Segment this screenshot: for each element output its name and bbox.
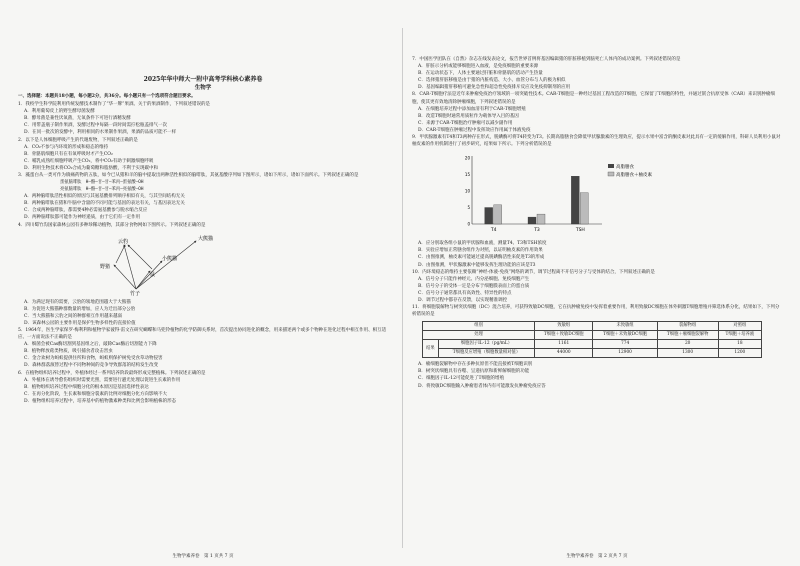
table-header: 对照组: [718, 322, 761, 331]
subject-title: 生物学: [194, 85, 212, 91]
question-line: 6．在植物组织培养过程中，外植体经过一系列培养阶段最终形成完整植株。下列叙述正确的是: [18, 370, 206, 376]
option-line: C．来源于CAR-T细胞治疗肿瘤可以减少副作用: [418, 120, 513, 126]
foodweb-node: 竹子: [130, 290, 141, 297]
question-block-3: [18, 193, 388, 228]
foodweb-node: 云豹: [118, 238, 129, 245]
option-line: A．信号分子只能作神经元、内分泌细胞、免疫细胞产生: [418, 276, 530, 282]
x-category-label: T4: [490, 228, 497, 234]
hormone-bar-chart: [452, 150, 672, 238]
legend-swatch-0: [608, 164, 614, 168]
table-cell: 1161: [535, 340, 593, 349]
option-line: C．在再分化阶段，生长素和细胞分裂素的比例对细胞分化方向影响不大: [24, 391, 167, 397]
x-category-label: T3: [534, 228, 540, 234]
question-block-7: [412, 56, 782, 148]
option-line: A．CO₂不参与内环境的形成和稳态的维持: [24, 144, 109, 150]
x-category-label: TSH: [575, 228, 585, 234]
foodweb-node: 鼠: [150, 271, 156, 278]
table-row: [423, 340, 762, 349]
table-header: 裂解物组: [657, 322, 718, 331]
page-footer: 生物学素养卷 第 2 页共 7 页: [566, 553, 628, 559]
option-line: B．在运动状态下，人体主要通过肝脏和骨骼肌的活动产生热量: [418, 71, 543, 77]
option-line: D．由图推测，甲状腺激素中能够发挥生理功能的应该是T3: [418, 262, 536, 268]
option-line: B．酵母菌是兼性厌氧菌，无氧条件下可进行酒精发酵: [24, 116, 131, 122]
option-line: C．哺乳成熟红细胞呼吸产生CO₂，将中CO₂有助于刺激细胞呼吸: [24, 158, 154, 164]
question-block-11-options: [412, 361, 782, 389]
peptide-sequence: 亮氨脑啡肽 H—酪—甘—甘—苯丙—亮氨酸—OH: [60, 187, 144, 193]
question-line: 1．我校学生科学院利用传统发酵技术制作了“华一牌”果酒。关于的果酒制作，下列叙述错误的是: [18, 102, 210, 108]
y-tick-label: 15: [464, 172, 470, 178]
option-line: A．应分别取各组小鼠的甲状腺和血液，测量T4、T3和TSH浓度: [418, 241, 547, 247]
question-line: 5．1964年，医生学家保罗·梅利利和植物学家彼得·雷文在研究蝴蝶和马兜铃植物的化学防御关系时，首次提出协同进化的概念，用来描述两个或多个物种在进化过程中相互作用、相互适应、一方面说法不正确的是: [18, 327, 387, 341]
table-cell: 774: [593, 340, 657, 349]
bar-TSH-1: [580, 193, 588, 224]
food-web-diagram: [58, 231, 248, 297]
chart-legend: [608, 163, 652, 178]
question-block-4: [18, 299, 388, 405]
table-cell: 12900: [593, 349, 657, 358]
option-line: D．将致敏DC细胞输入肿瘤患者体内有可能激发抗肿瘤免疫应答: [418, 383, 546, 389]
option-line: A．在细胞培养过程中添加血清有利于CAR-T细胞增殖: [418, 106, 526, 112]
bar-T4-1: [494, 205, 502, 224]
option-line: C．用带盖瓶子制作果酒，发酵过程中每隔一段时间需拧松瓶盖排气一次: [24, 123, 167, 129]
column-divider: [402, 28, 403, 548]
results-table: [422, 321, 762, 358]
option-line: B．植物组织培养过程中细胞分化的根本原因是基因选择性表达: [24, 384, 149, 390]
table-cell: 结果: [423, 340, 439, 358]
table-header: 致敏组: [535, 322, 593, 331]
option-line: D．植物组织培养过程中，培养基中的植物激素种类和比例会影响植株的形态: [24, 398, 177, 404]
option-line: B．实验应增加正常膳食组作为对照，以证明柚皮素的作用效果: [418, 248, 543, 254]
option-line: B．改造T细胞时通常用质粒作为载体导入目的基因: [418, 113, 519, 119]
legend-label-1: 高脂膳食＋柚皮素: [616, 173, 652, 179]
question-line: 10．内环境稳态的维持主要依赖“神经-体液-免疫”网络的调节，调节过程离不开信号分子与受体的结合，下列叙述正确的是: [412, 269, 655, 275]
table-cell: 细胞因子IL-12（pg/mL）: [438, 340, 534, 349]
option-line: C．当大熊猫和云豹之间的种群相互作用越来越弱: [24, 313, 122, 319]
option-line: D．森林群落演替过程中不同物种间的竞争导致群落的结构发生改变: [24, 363, 159, 369]
option-line: A．肝脏示分析或能够细胞进入血液，是免疫细胞的重要来源: [418, 64, 539, 70]
exam-title: 2025年华中师大一附中高考学科核心素养卷: [143, 76, 263, 83]
question-line: 9．甲状腺激素有T4和T3两种存在形式，脱碘酶可将T4转变为T3。长期高脂膳食会降低甲状腺激素的生理效应，提示水果中富含的酮皮素对此具有一定的缓解作用，科研人员利用小鼠对柚皮素的作用机制进行了初步研究，结果如下所示。下列分析错误的是: [412, 135, 781, 148]
table-cell: 处理: [423, 331, 535, 340]
y-tick-label: 10: [464, 188, 470, 194]
table-cell: T细胞反应增殖（细胞数量相对值）: [438, 349, 534, 358]
option-line: D．利用生物技术将CO₂合成为葡萄糖和脂肪酸，不利于实现碳中和: [24, 165, 159, 171]
table-cell: 18: [718, 340, 761, 349]
option-line: A．外植体在诱导愈伤组织时需要光照，需要进行避光处理以促进生长素的作用: [24, 377, 181, 383]
option-line: C．合成两种脑啡肽，都需要4种必需氨基酸参与脱水缩合反应: [24, 208, 148, 214]
option-line: B．树突状细胞具有吞噬、呈递抗原和新鲜解细胞的功能: [418, 369, 530, 375]
option-line: B．骨骼肌细胞只有在有氧呼吸时才产生CO₂: [24, 151, 113, 157]
table-cell: 44000: [535, 349, 593, 358]
option-line: D．基因编辑猪肝移植可避免急性和超急性免疫排斥反应及免疫抑制剂的应用: [418, 85, 571, 91]
peptide-sequence: 蛋氨脑啡肽 H—酪—甘—甘—苯丙—蛋氨酸—OH: [60, 180, 144, 186]
question-line: 2．以下是人体细胞呼吸产生的代谢废物，下列叙述正确的是: [18, 137, 138, 143]
table-cell: 1300: [657, 349, 718, 358]
table-cell: T细胞＋致敏DC细胞: [535, 331, 593, 340]
legend-swatch-1: [608, 172, 614, 176]
bar-TSH-0: [571, 176, 579, 224]
question-line: 8．CAR-T细胞疗法是近年来肿瘤免疫治疗领域的一项突破性技术。CAR-T细胞是一种经过基因工程改造的T细胞，它保留了T细胞的特性，并通过嵌合抗原受体（CAR）来识别肿瘤细胞，使其更有效地清除肿瘤细胞，下列叙述错误的是: [412, 92, 775, 105]
option-line: C．由图推测，柚皮素可能通过提高脱碘酶活性来促进T3的形成: [418, 255, 545, 261]
question-block-1: [18, 101, 388, 179]
y-tick-label: 5: [467, 205, 470, 211]
table-header: 未致敏组: [593, 322, 657, 331]
option-line: C．细胞因子IL-12可能促进了T细胞的增殖: [418, 376, 504, 382]
y-tick-label: 0: [467, 221, 470, 227]
option-line: A．利用葡萄皮上的野生酵母菌发酵: [24, 109, 95, 115]
y-tick-label: 20: [464, 155, 470, 161]
bar-T3-0: [528, 217, 536, 224]
table-cell: 20: [657, 340, 718, 349]
table-header: 组别: [423, 322, 535, 331]
table-row: [423, 349, 762, 358]
table-cell: 1200: [718, 349, 761, 358]
option-line: A．细菌会被Cas酶切割到基因组之后，敲除Cas酶后切割能力下降: [24, 342, 157, 348]
option-line: D．该森林公园的主要作用是保护生物多样性的直接价值: [24, 320, 136, 326]
option-line: D．两种脑啡肽都可能作为神经递质，由于它们有一定作用: [24, 215, 141, 221]
right-column: [412, 0, 782, 566]
section-heading: 一、选择题：本题共18小题，每小题2分，共36分。每小题只有一个选项符合题目要求。: [18, 94, 196, 99]
question-line: 11．将细胞裂解物与树突状细胞（DC）混合培养，可获得致敏DC细胞，它在抗肿瘤免疫中发挥着重要作用，利用致敏DC细胞在体外刺激T细胞增殖并筛选体系分化，结果如下，下列分析错误的是: [412, 305, 780, 318]
bar-T3-1: [537, 214, 545, 224]
page-footer: 生物学素养卷 第 1 页共 7 页: [172, 553, 234, 559]
question-line: 4．四川蜀竹沟国家森林公园有多种珍稀动植物，其部分食物网如下图所示。下列叙述正确的是: [18, 222, 206, 228]
option-line: C．金合欢树为蚂蚁提供住所和食物，蚂蚁则保护树免受食草动物侵害: [24, 356, 163, 362]
bar-T4-0: [485, 208, 493, 225]
option-line: A．瘤细胞裂解物中存在多种抗原但不能直接被T细胞识别: [418, 362, 533, 368]
option-line: A．两种脑啡肽活性相似的原因与其氨基酸排列顺序相似有关，与其空间结构无关: [24, 194, 185, 200]
option-line: D．调节过程中都存在反馈，以实现精准调控: [418, 297, 508, 303]
option-line: D．CAR-T细胞在肿瘤过程中发挥效应作用属于体液免疫: [418, 127, 531, 133]
option-line: B．为促进大熊猫种群数量的增加，应人为迁出部分公豹: [24, 306, 136, 312]
option-line: D．在同一批次的发酵中，利用相同的水果制作果酒，果酒的品质可能不一样: [24, 130, 177, 136]
legend-label-0: 高脂膳食: [616, 165, 634, 171]
table-cell: T细胞＋培养液: [718, 331, 761, 340]
table-cell: T细胞＋未致敏DC细胞: [593, 331, 657, 340]
table-cell: T细胞＋瘤细胞裂解物: [657, 331, 718, 340]
option-line: B．植物释放萜类物质，吸引捕食者攻击害虫: [24, 349, 113, 355]
left-column: [18, 0, 388, 566]
question-block-9-options: [412, 240, 782, 318]
question-line: 3．藻蛋白从一类可作为镇痛药物的五肽，如今已从猪和羊的脑中提取出两种活性相似的脑啡肽，其氨基酸序列如下图所示，诸如下所示，诸如下面所示。下列叙述正确的是: [18, 173, 359, 179]
foodweb-node: 大熊猫: [198, 235, 214, 242]
question-line: 7．中国医学团队在《自然》杂志在线发表论文，报告世界首例将基因编辑猪的肝脏移植到脑死亡人体内的成功案例。下列叙述错误的是: [412, 57, 681, 62]
option-line: C．选择猪肝脏移植是由于猪的内脏构造、大小、血管分布与人的极为相似: [418, 78, 566, 84]
foodweb-node: 小熊猫: [162, 255, 178, 262]
option-line: C．信号分子通常都具有高效性、特异性的特点: [418, 290, 512, 296]
option-line: B．两种脑啡肽在猪和牛脑中含量的不同可能与基因的表达有关，与基因表达无关: [24, 201, 185, 207]
option-line: B．信号分子的受体一定是分布于细胞膜表面上的蛋白质: [418, 283, 530, 289]
foodweb-node: 野猪: [100, 263, 111, 270]
option-line: A．为满足现有的需要，云豹的领地范围越大于大熊猫: [24, 299, 131, 305]
